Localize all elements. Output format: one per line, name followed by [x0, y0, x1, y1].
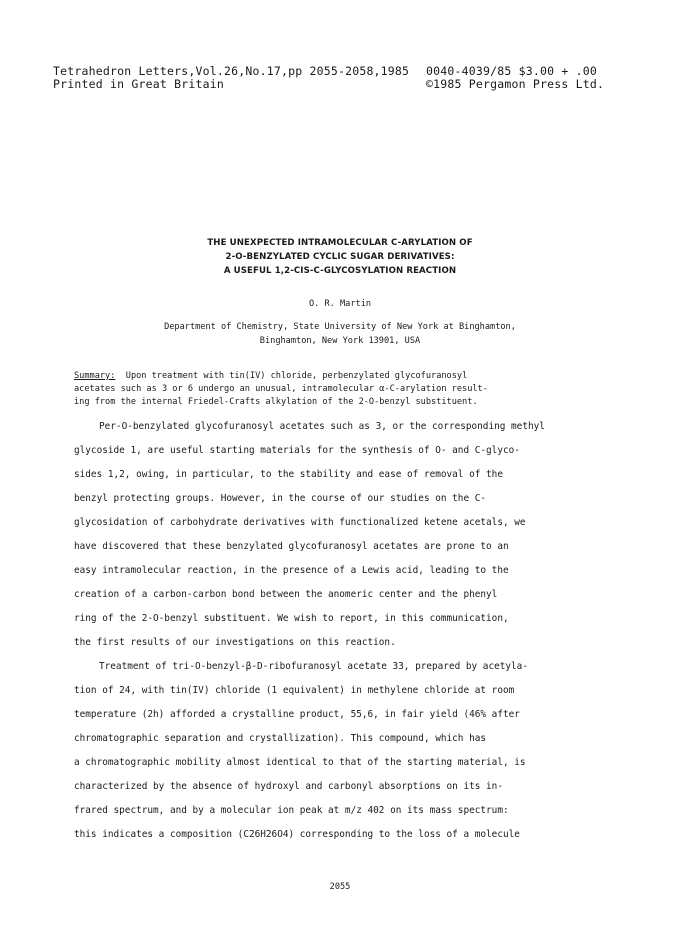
affiliation-line-1: Department of Chemistry, State University of New York at Binghamton, [164, 322, 516, 332]
summary-line-3: ing from the internal Friedel-Crafts alkylation of the 2-O-benzyl substituent. [74, 397, 478, 407]
body-line: easy intramolecular reaction, in the presence of a Lewis acid, leading to the [74, 565, 509, 576]
body-line: Per-O-benzylated glycofuranosyl acetates such as 3, or the corresponding methyl [99, 421, 545, 432]
body-line: ring of the 2-O-benzyl substituent. We wish to report, in this communication, [74, 613, 509, 624]
body-line: temperature (2h) afforded a crystalline product, 55,6, in fair yield (46% after [74, 709, 520, 720]
page-number: 2055 [329, 882, 351, 892]
summary-label: Summary: [74, 371, 116, 381]
body-line: have discovered that these benzylated glycofuranosyl acetates are prone to an [74, 541, 509, 552]
body-line: a chromatographic mobility almost identical to that of the starting material, is [74, 757, 526, 768]
body-line: chromatographic separation and crystallization). This compound, which has [74, 733, 487, 744]
body-line: creation of a carbon-carbon bond between the anomeric center and the phenyl [74, 589, 498, 600]
body-line: glycoside 1, are useful starting materials for the synthesis of O- and C-glyco- [74, 445, 520, 456]
body-line: characterized by the absence of hydroxyl and carbonyl absorptions on its in- [74, 781, 503, 792]
summary-text: Upon treatment with tin(IV) chloride, perbenzylated glycofuranosyl [125, 371, 468, 381]
body-line: frared spectrum, and by a molecular ion peak at m/z 402 on its mass spectrum: [74, 805, 509, 816]
summary-line-2: acetates such as 3 or 6 undergo an unusual, intramolecular α-C-arylation result- [74, 384, 488, 394]
body-line: sides 1,2, owing, in particular, to the stability and ease of removal of the [74, 469, 503, 480]
body-line: the first results of our investigations on this reaction. [74, 637, 396, 648]
journal-citation: Tetrahedron Letters,Vol.26,No.17,pp 2055-2058,1985 [53, 64, 410, 78]
copyright: ©1985 Pergamon Press Ltd. [426, 77, 605, 91]
body-line: benzyl protecting groups. However, in the course of our studies on the C- [74, 493, 487, 504]
issn-price: 0040-4039/85 $3.00 + .00 [426, 64, 597, 78]
body-line: tion of 24, with tin(IV) chloride (1 equivalent) in methylene chloride at room [74, 685, 515, 696]
title-line-1: THE UNEXPECTED INTRAMOLECULAR C-ARYLATION OF [207, 238, 473, 248]
body-line: glycosidation of carbohydrate derivatives with functionalized ketene acetals, we [74, 517, 526, 528]
author: O. R. Martin [308, 299, 372, 309]
summary-line-1 [74, 371, 467, 381]
body-line: Treatment of tri-O-benzyl-β-D-ribofuranosyl acetate 33, prepared by acetyla- [99, 661, 528, 672]
title-line-3: A USEFUL 1,2-CIS-C-GLYCOSYLATION REACTION [223, 266, 457, 276]
body-line: this indicates a composition (C26H26O4) corresponding to the loss of a molecule [74, 829, 520, 840]
title-line-2: 2-O-BENZYLATED CYCLIC SUGAR DERIVATIVES: [225, 252, 455, 262]
printed-in: Printed in Great Britain [53, 77, 224, 91]
affiliation-line-2: Binghamton, New York 13901, USA [259, 336, 421, 346]
